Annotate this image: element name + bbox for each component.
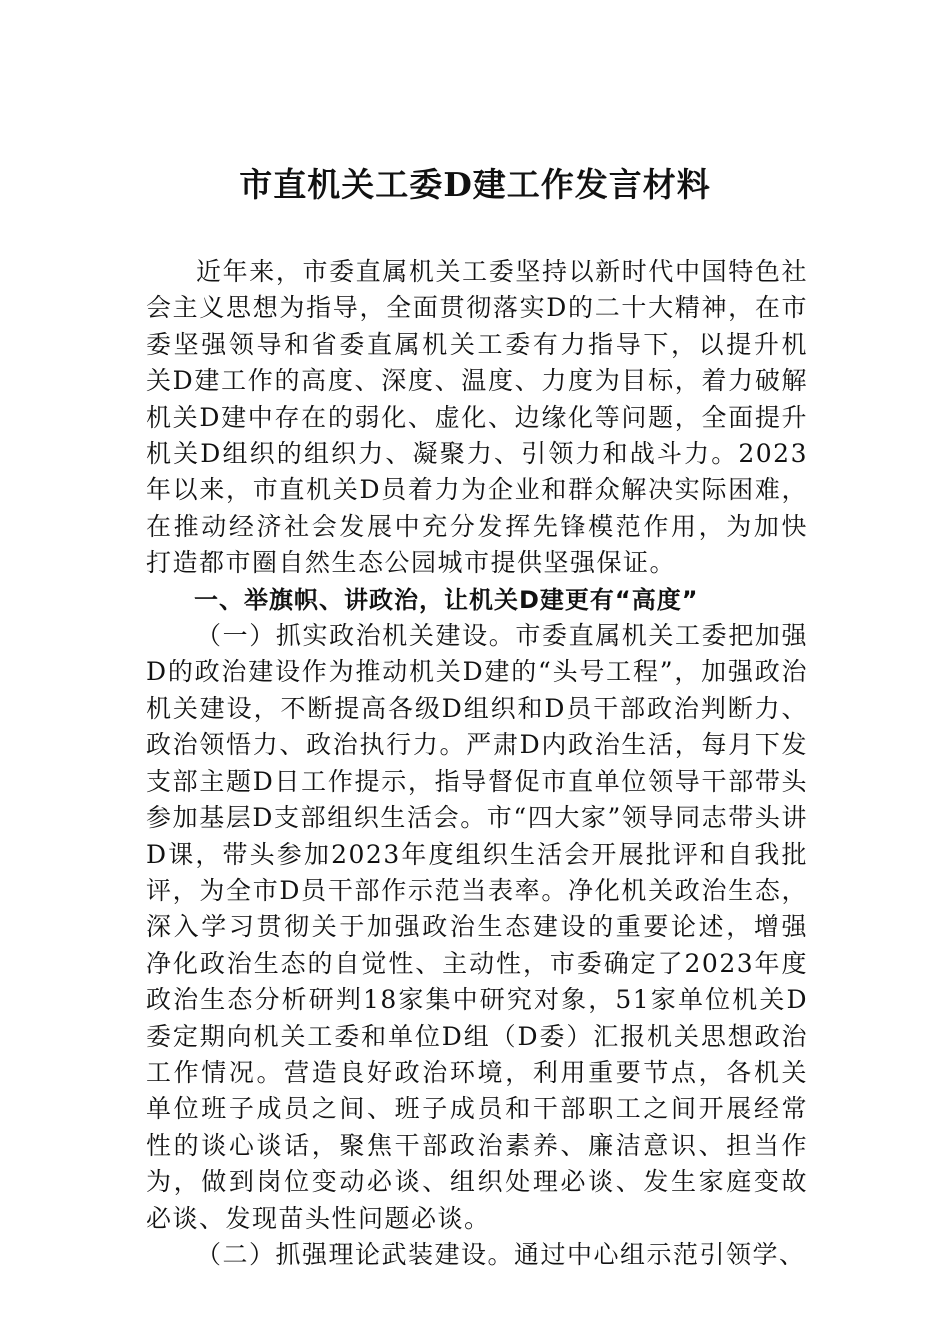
document-body [146,254,808,1273]
section-heading: 一、举旗帜、讲政治，让机关D建更有“高度” [194,585,699,614]
body-paragraph: （二）抓强理论武装建设。通过中心组示范引领学、 [196,1239,806,1269]
body-paragraph: （一）抓实政治机关建设。市委直属机关工委把加强D的政治建设作为推动机关D建的“头号工程”，加强政治机关建设，不断提高各级D组织和D员干部政治判断力、政治领悟力、政治执行力。严肃D内政治生活，每月下发支部主题D日工作提示，指导督促市直单位领导干部带头参加基层D支部组织生活会。市“四大家”领导同志带头讲D课，带头参加2023年度组织生活会开展批评和自我批评，为全市D员干部作示范当表率。净化机关政治生态，深入学习贯彻关于加强政治生态建设的重要论述，增强净化政治生态的自觉性、主动性，市委确定了2023年度政治生态分析研判18家集中研究对象，51家单位机关D委定期向机关工委和单位D组（D委）汇报机关思想政治工作情况。营造良好政治环境，利用重要节点，各机关单位班子成员之间、班子成员和干部职工之间开展经常性的谈心谈话，聚焦干部政治素养、廉洁意识、担当作为，做到岗位变动必谈、组织处理必谈、发生家庭变故必谈、发现苗头性问题必谈。 [146,621,808,1233]
intro-paragraph: 近年来，市委直属机关工委坚持以新时代中国特色社会主义思想为指导，全面贯彻落实D的二十大精神，在市委坚强领导和省委直属机关工委有力指导下，以提升机关D建工作的高度、深度、温度、力度为目标，着力破解机关D建中存在的弱化、虚化、边缘化等问题，全面提升机关D组织的组织力、凝聚力、引领力和战斗力。2023年以来，市直机关D员着力为企业和群众解决实际困难，在推动经济社会发展中充分发挥先锋模范作用，为加快打造都市圈自然生态公园城市提供坚强保证。 [146,257,808,578]
document-title: 市直机关工委D建工作发言材料 [239,165,711,204]
